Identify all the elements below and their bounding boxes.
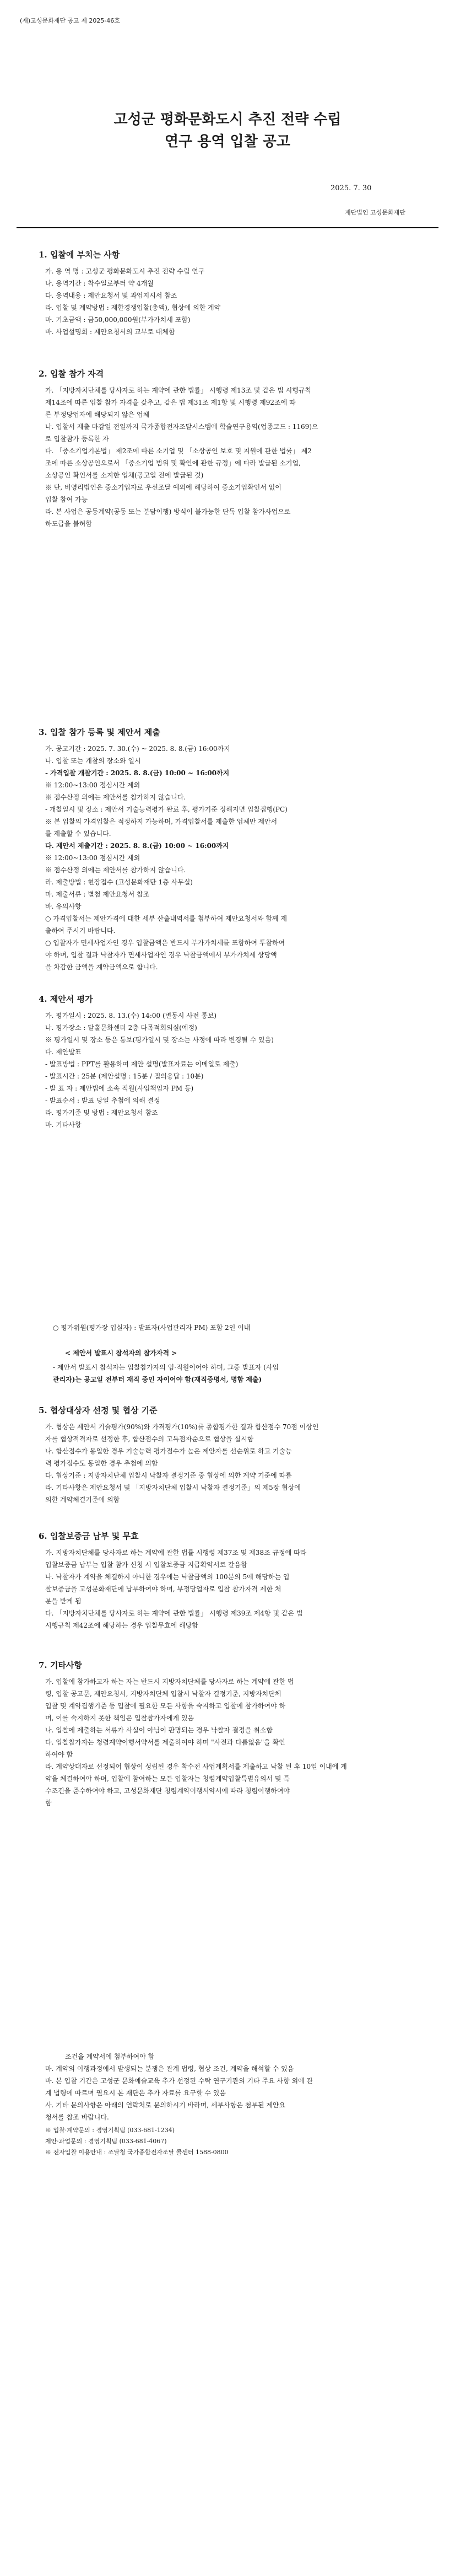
section-7-heading: 7. 기타사항 xyxy=(39,1660,82,1670)
section-7-line: 약을 체결하여야 하며, 입찰에 참여하는 모든 입찰자는 청렴계약입찰특별유의서 및 특 xyxy=(45,1775,290,1783)
section-3-line: 을 차감한 금액을 계약금액으로 합니다. xyxy=(45,963,158,971)
section-2-line: 라. 본 사업은 공동계약(공동 또는 분담이행) 방식이 불가능한 단독 입찰 참가사업으로 xyxy=(45,508,291,516)
section-5-line: 다. 협상기준 : 지방자치단체 입찰시 낙찰자 결정기준 중 협상에 의한 계약 기준에 따름 xyxy=(45,1472,292,1479)
section-4-line: - 발표순서 : 발표 당일 추첨에 의해 결정 xyxy=(45,1097,160,1104)
closing-line: 청서를 참조 바랍니다. xyxy=(45,2113,109,2121)
notice-number: (재)고성문화재단 공고 제 2025-46호 xyxy=(20,17,120,24)
closing-line: 계 법령에 따르며 필요시 본 재단은 추가 자료를 요구할 수 있음 xyxy=(45,2089,226,2097)
section-6-line: 나. 낙찰자가 계약을 체결하지 아니한 경우에는 낙찰금액의 100분의 5에 해당하는 입 xyxy=(45,1573,290,1581)
section-3-line: 바. 유의사항 xyxy=(45,903,82,910)
section-2-line: 하도급을 불허함 xyxy=(45,520,92,528)
section-6-line: 찰보증금을 고성문화재단에 납부하여야 하며, 부정당업자로 입찰 참가자격 제한 처 xyxy=(45,1585,281,1593)
section-4-line: 라. 평가기준 및 방법 : 제안요청서 참조 xyxy=(45,1109,158,1117)
section-1-line: 나. 용역기간 : 착수일로부터 약 4개월 xyxy=(45,280,154,287)
section-2-line: 조에 따른 소상공인으로서 「중소기업 범위 및 확인에 관한 규정」에 따라 발급된 소기업, xyxy=(45,459,301,467)
section-3-line: ○ 가격입찰서는 제안가격에 대한 세부 산출내역서를 첨부하여 제안요청서와 함께 제 xyxy=(45,915,287,922)
section-4-line: - 발표방법 : PPT를 활용하여 제안 설명(발표자료는 이메일로 제출) xyxy=(45,1060,239,1068)
section-3-line: 출하여 주시기 바랍니다. xyxy=(45,927,116,935)
section-6-line: 가. 지방자치단체를 당사자로 하는 계약에 관한 법률 시행령 제37조 및 제38조 규정에 따라 xyxy=(45,1549,307,1557)
section-4-line: 다. 제안발표 xyxy=(45,1048,82,1056)
section-7-line: 나. 입찰에 제출하는 서류가 사실이 아님이 판명되는 경우 낙찰자 결정을 취소함 xyxy=(45,1726,273,1734)
section-3-line: ※ 본 입찰의 가격입찰은 적정하지 가능하며, 가격입찰서를 제출한 업체만 제안서 xyxy=(45,818,278,825)
section-3-line: ※ 점수산정 외에는 제안서를 참가하지 않습니다. xyxy=(45,866,186,874)
section-7-line: 다. 입찰참가자는 청렴계약이행서약서를 제출하여야 하며 "사전과 다름없음"을 확인 xyxy=(45,1738,285,1746)
closing-line: 마. 계약의 이행과정에서 발생되는 분쟁은 관계 법령, 협상 조건, 계약을 해석할 수 있음 xyxy=(45,2065,294,2073)
section-5-line: 자를 협상적격자로 선정한 후, 합산점수의 고득점자순으로 협상을 실시함 xyxy=(45,1435,254,1443)
section-6-line: 입찰보증금 납부는 입찰 참가 신청 시 입찰보증금 지급확약서로 갈음함 xyxy=(45,1561,247,1569)
section-3-line: 마. 제출서류 : 별첨 제안요청서 참조 xyxy=(45,890,150,898)
section-7-line: 가. 입찰에 참가하고자 하는 자는 반드시 지방자치단체를 당사자로 하는 계약에 관한 법 xyxy=(45,1678,294,1686)
section-3-line: 나. 입찰 또는 개찰의 장소와 일시 xyxy=(45,757,141,765)
section-6-line: 다. 「지방자치단체를 당사자로 하는 계약에 관한 법률」 시행령 제39조 제4항 및 같은 법 xyxy=(45,1609,303,1617)
section-4-note: ○ 평가위원(평가장 입실자) : 발표자(사업관리자 PM) 포함 2인 이내 xyxy=(53,1324,251,1332)
section-4-heading: 4. 제안서 평가 xyxy=(39,994,93,1004)
closing-line: 조건을 계약서에 첨부하여야 함 xyxy=(65,2053,155,2060)
section-7-line: 함 xyxy=(45,1799,52,1807)
section-7-line: 수조건을 준수하여야 하고, 고성문화재단 청렴계약이행서약서에 따라 청렴이행하여야 xyxy=(45,1787,290,1795)
contact-line: ※ 전자입찰 이용안내 : 조달청 국가종합전자조달 콜센터 1588-0800 xyxy=(45,2149,229,2156)
section-3-line: 가. 공고기간 : 2025. 7. 30.(수) ~ 2025. 8. 8.(금) 16:00까지 xyxy=(45,745,230,753)
section-1-line: 바. 사업설명회 : 제안요청서의 교부로 대체함 xyxy=(45,328,175,336)
section-1-line: 가. 용 역 명 : 고성군 평화문화도시 추진 전략 수립 연구 xyxy=(45,267,205,275)
section-5-line: 의한 계약체결기준에 의함 xyxy=(45,1496,120,1504)
contact-line: 제안·과업문의 : 경영기획팀 (033-681-4067) xyxy=(45,2138,167,2145)
section-7-line: 하여야 함 xyxy=(45,1751,73,1758)
section-3-line: ※ 점수산정 외에는 제안서를 참가하지 않습니다. xyxy=(45,793,186,801)
section-1-line: 다. 용역내용 : 제안요청서 및 과업지시서 참조 xyxy=(45,292,177,299)
section-5-line: 나. 합산점수가 동일한 경우 기술능력 평가점수가 높은 제안자를 선순위로 하고 기술능 xyxy=(45,1447,292,1455)
section-4-line: - 발표시간 : 25분 (제안설명 : 15분 / 질의응답 : 10분) xyxy=(45,1072,204,1080)
section-7-line: 라. 계약상대자로 선정되어 협상이 성립된 경우 착수전 사업계획서를 제출하고 낙찰 된 후 10일 이내에 계 xyxy=(45,1763,347,1770)
section-2-heading: 2. 입찰 참가 자격 xyxy=(39,369,104,379)
section-5-heading: 5. 협상대상자 선정 및 협상 기준 xyxy=(39,1405,158,1415)
section-2-line: 소상공인 확인서를 소지한 업체(공고일 전에 발급된 것) xyxy=(45,471,204,479)
section-2-line: 제14조에 따른 입찰 참가 자격을 갖추고, 같은 법 제31조 제1항 및 시행령 제92조에 따 xyxy=(45,399,296,406)
section-7-line: 령, 입찰 공고문, 제안요청서, 지방자치단체 입찰시 낙찰자 결정기준, 지방자치단체 xyxy=(45,1690,281,1698)
section-2-line: 른 부정당업자에 해당되지 않은 업체 xyxy=(45,411,150,418)
notice-title-line1: 고성군 평화문화도시 추진 전략 수립 xyxy=(113,111,342,128)
section-5-line: 력 평가점수도 동일한 경우 추첨에 의함 xyxy=(45,1459,158,1467)
section-5-line: 가. 협상은 제안서 기술평가(90%)와 가격평가(10%)를 종합평가한 결과 합산점수 70점 이상인 xyxy=(45,1423,319,1431)
contact-line: ※ 입찰·계약문의 : 경영기획팀 (033-681-1234) xyxy=(45,2127,175,2134)
section-2-line: ※ 단, 비영리법인은 중소기업자로 우선조달 예외에 해당하여 중소기업확인서 없이 xyxy=(45,484,281,491)
section-3-line: ○ 입찰자가 면세사업자인 경우 입찰금액은 반드시 부가가치세를 포함하여 투찰하여 xyxy=(45,939,285,947)
header-divider xyxy=(17,227,438,228)
section-4-line: 마. 기타사항 xyxy=(45,1121,82,1129)
section-3-line: - 가격입찰 개찰기간 : 2025. 8. 8.(금) 10:00 ~ 16:00까지 xyxy=(45,769,230,777)
section-5-line: 라. 기타사항은 제안요청서 및 「지방자치단체 입찰시 낙찰자 결정기준」의 제5장 협상에 xyxy=(45,1484,301,1491)
section-3-heading: 3. 입찰 참가 등록 및 제안서 제출 xyxy=(39,727,160,737)
section-3-line: ※ 12:00~13:00 점심시간 제외 xyxy=(45,854,140,862)
section-4-line: 나. 평가장소 : 달홀문화센터 2층 다목적회의실(예정) xyxy=(45,1024,197,1032)
section-4-note: 관리자)는 공고일 전부터 재직 중인 자이어야 함(재직증명서, 명함 제출) xyxy=(53,1376,262,1383)
section-3-line: 다. 제안서 제출기간 : 2025. 8. 8.(금) 10:00 ~ 16:00까지 xyxy=(45,842,229,850)
section-2-line: 다. 「중소기업기본법」 제2조에 따른 소기업 및 「소상공인 보호 및 지원에 관한 법률」 제2 xyxy=(45,447,312,455)
section-3-line: ※ 12:00~13:00 점심시간 제외 xyxy=(45,781,140,789)
section-2-line: 나. 입찰서 제출 마감일 전일까지 국가종합전자조달시스템에 학술연구용역(업종코드 : 1169)으 xyxy=(45,423,318,431)
section-6-line: 시행규칙 제42조에 해당하는 경우 입찰무효에 해당함 xyxy=(45,1622,198,1629)
notice-title-line2: 연구 용역 입찰 공고 xyxy=(164,133,291,150)
closing-line: 사. 기타 문의사항은 아래의 연락처로 문의하시기 바라며, 세부사항은 첨부된 제안요 xyxy=(45,2101,286,2109)
section-2-line: 가. 「지방자치단체를 당사자로 하는 계약에 관한 법률」 시행령 제13조 및 같은 법 시행규칙 xyxy=(45,387,311,394)
section-3-line: - 개찰일시 및 장소 : 제안서 기술능력평가 완료 후, 평가기준 정해지면 입찰집행(PC) xyxy=(45,806,288,813)
notice-date: 2025. 7. 30 xyxy=(331,184,372,192)
closing-line: 바. 본 입찰 기간은 고성군 문화예술교육 추가 선정된 수탁 연구기관의 기타 주요 사항 외에 관 xyxy=(45,2077,313,2085)
section-1-heading: 1. 입찰에 부치는 사항 xyxy=(39,250,120,260)
section-4-line: - 발 표 자 : 제안법에 소속 직원(사업책임자 PM 등) xyxy=(45,1085,194,1092)
section-7-line: 며, 이를 숙지하지 못한 책임은 입찰참가자에게 있음 xyxy=(45,1714,194,1722)
section-4-note: < 제안서 발표시 참석자의 참가자격 > xyxy=(65,1349,177,1357)
section-6-heading: 6. 입찰보증금 납부 및 무효 xyxy=(39,1531,139,1541)
section-2-line: 입찰 참여 가능 xyxy=(45,496,88,503)
section-1-line: 마. 기초금액 : 금50,000,000원(부가가치세 포함) xyxy=(45,316,191,324)
section-6-line: 분을 받게 됨 xyxy=(45,1597,82,1605)
section-7-line: 입찰 및 계약집행기준 등 입찰에 필요한 모든 사항을 숙지하고 입찰에 참가하여야 하 xyxy=(45,1702,286,1710)
section-4-line: 가. 평가일시 : 2025. 8. 13.(수) 14:00 (변동시 사전 통보) xyxy=(45,1012,217,1019)
section-4-line: ※ 평가일시 및 장소 등은 통보(평가일시 및 장소는 사정에 따라 변경될 수 있음) xyxy=(45,1036,274,1044)
section-3-line: 를 제출할 수 있습니다. xyxy=(45,830,111,838)
section-2-line: 로 입찰참가 등록한 자 xyxy=(45,435,109,443)
section-1-line: 라. 입찰 및 계약방법 : 제한경쟁입찰(총액), 협상에 의한 계약 xyxy=(45,304,221,312)
section-3-line: 라. 제출방법 : 현장접수 (고성문화재단 1층 사무실) xyxy=(45,878,193,886)
section-3-line: 야 하며, 입찰 결과 낙찰자가 면세사업자인 경우 낙찰금액에서 부가가치세 상당액 xyxy=(45,951,277,959)
section-4-note: - 제안서 발표시 참석자는 입찰참가자의 임·직원이어야 하며, 그중 발표자 (사업 xyxy=(53,1364,279,1371)
issuer-name: 재단법인 고성문화재단 xyxy=(345,209,405,216)
